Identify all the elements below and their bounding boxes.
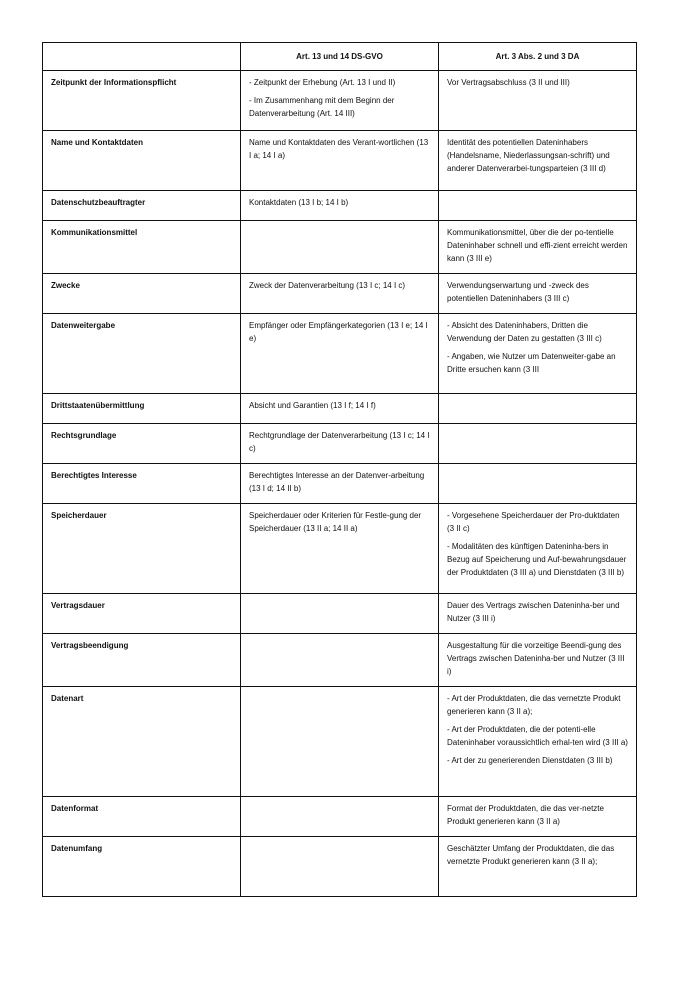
gdpr-cell <box>241 594 439 634</box>
gdpr-cell <box>241 837 439 897</box>
cell-paragraph: Zweck der Datenverarbeitung (13 I c; 14 I c) <box>249 281 406 290</box>
data-act-cell <box>439 221 637 274</box>
gdpr-cell <box>241 314 439 394</box>
cell-paragraph: - Im Zusammenhang mit dem Beginn der Datenverarbeitung (Art. 14 III) <box>249 96 395 118</box>
cell-paragraph: - Modalitäten des künftigen Dateninha-bers in Bezug auf Speicherung und Auf-bewahrungsdauer der Produktdaten (3 III a) und Dienstdaten (3 III b) <box>447 542 627 577</box>
cell-paragraph: - Art der Produktdaten, die das vernetzte Produkt generieren kann (3 II a); <box>447 694 621 716</box>
row-label: Berechtigtes Interesse <box>43 464 241 504</box>
cell-paragraph: - Art der Produktdaten, die der potenti-elle Dateninhaber voraussichtlich erhal-ten wird (3 III a) <box>447 725 628 747</box>
cell-paragraph: Dauer des Vertrags zwischen Dateninha-ber und Nutzer (3 III i) <box>447 601 620 623</box>
data-act-cell <box>439 424 637 464</box>
cell-paragraph: - Zeitpunkt der Erhebung (Art. 13 I und II) <box>249 78 396 87</box>
comparison-table <box>42 42 637 897</box>
cell-paragraph: - Vorgesehene Speicherdauer der Pro-duktdaten (3 II c) <box>447 511 620 533</box>
row-label: Datenart <box>43 687 241 797</box>
header-data-act: Art. 3 Abs. 2 und 3 DA <box>439 43 637 71</box>
cell-paragraph: Speicherdauer oder Kriterien für Festle-gung der Speicherdauer (13 II a; 14 II a) <box>249 511 422 533</box>
table-body <box>43 71 637 897</box>
data-act-cell <box>439 191 637 221</box>
gdpr-cell <box>241 394 439 424</box>
gdpr-cell <box>241 221 439 274</box>
cell-paragraph: Rechtgrundlage der Datenverarbeitung (13 I c; 14 I c) <box>249 431 430 453</box>
data-act-cell <box>439 131 637 191</box>
cell-paragraph: Vor Vertragsabschluss (3 II und III) <box>447 78 570 87</box>
gdpr-cell <box>241 687 439 797</box>
cell-paragraph: Berechtigtes Interesse an der Datenver-arbeitung (13 I d; 14 II b) <box>249 471 425 493</box>
gdpr-cell <box>241 424 439 464</box>
header-gdpr: Art. 13 und 14 DS-GVO <box>241 43 439 71</box>
table-row <box>43 837 637 897</box>
cell-paragraph: - Absicht des Dateninhabers, Dritten die Verwendung der Daten zu gestatten (3 III c) <box>447 321 602 343</box>
table-row <box>43 424 637 464</box>
row-label: Drittstaatenübermittlung <box>43 394 241 424</box>
table-row <box>43 394 637 424</box>
cell-paragraph: Kontaktdaten (13 I b; 14 I b) <box>249 198 349 207</box>
row-label: Datenformat <box>43 797 241 837</box>
cell-paragraph: Identität des potentiellen Dateninhabers (Handelsname, Niederlassungsan-schrift) und anderer Datenverarbei-tungsparteien (3 III d) <box>447 138 610 173</box>
data-act-cell <box>439 464 637 504</box>
gdpr-cell <box>241 797 439 837</box>
cell-paragraph: - Angaben, wie Nutzer um Datenweiter-gabe an Dritte ersuchen kann (3 III <box>447 352 616 374</box>
row-label: Rechtsgrundlage <box>43 424 241 464</box>
data-act-cell <box>439 314 637 394</box>
cell-paragraph: Ausgestaltung für die vorzeitige Beendi-gung des Vertrags zwischen Dateninha-ber und Nutzer (3 III i) <box>447 641 625 676</box>
table-row <box>43 634 637 687</box>
gdpr-cell <box>241 274 439 314</box>
cell-paragraph: Kommunikationsmittel, über die der po-tentielle Dateninhaber schnell und effi-zient erreicht werden kann (3 III e) <box>447 228 628 263</box>
row-label: Vertragsdauer <box>43 594 241 634</box>
table-row <box>43 274 637 314</box>
table-row <box>43 71 637 131</box>
cell-paragraph: Format der Produktdaten, die das ver-netzte Produkt generieren kann (3 II a) <box>447 804 604 826</box>
gdpr-cell <box>241 191 439 221</box>
row-label: Name und Kontaktdaten <box>43 131 241 191</box>
table-row <box>43 504 637 594</box>
row-label: Zwecke <box>43 274 241 314</box>
table-row <box>43 594 637 634</box>
gdpr-cell <box>241 634 439 687</box>
row-label: Datenschutzbeauftragter <box>43 191 241 221</box>
row-label: Speicherdauer <box>43 504 241 594</box>
data-act-cell <box>439 634 637 687</box>
row-label: Datenumfang <box>43 837 241 897</box>
row-label: Datenweitergabe <box>43 314 241 394</box>
data-act-cell <box>439 394 637 424</box>
row-label: Kommunikationsmittel <box>43 221 241 274</box>
data-act-cell <box>439 594 637 634</box>
gdpr-cell <box>241 504 439 594</box>
table-row <box>43 221 637 274</box>
table-row <box>43 191 637 221</box>
cell-paragraph: Empfänger oder Empfängerkategorien (13 I e; 14 I e) <box>249 321 428 343</box>
data-act-cell <box>439 797 637 837</box>
data-act-cell <box>439 71 637 131</box>
gdpr-cell <box>241 71 439 131</box>
cell-paragraph: Verwendungserwartung und -zweck des potentiellen Dateninhabers (3 III c) <box>447 281 589 303</box>
row-label: Zeitpunkt der Informationspflicht <box>43 71 241 131</box>
table-row <box>43 464 637 504</box>
table-header-row <box>43 43 637 71</box>
gdpr-cell <box>241 464 439 504</box>
table-row <box>43 314 637 394</box>
data-act-cell <box>439 274 637 314</box>
data-act-cell <box>439 504 637 594</box>
data-act-cell <box>439 837 637 897</box>
cell-paragraph: Name und Kontaktdaten des Verant-wortlichen (13 I a; 14 I a) <box>249 138 429 160</box>
cell-paragraph: - Art der zu generierenden Dienstdaten (3 III b) <box>447 756 613 765</box>
cell-paragraph: Geschätzter Umfang der Produktdaten, die das vernetzte Produkt generieren kann (3 II a); <box>447 844 615 866</box>
header-empty-cell <box>43 43 241 71</box>
table-row <box>43 131 637 191</box>
table-row <box>43 797 637 837</box>
row-label: Vertragsbeendigung <box>43 634 241 687</box>
data-act-cell <box>439 687 637 797</box>
table-row <box>43 687 637 797</box>
gdpr-cell <box>241 131 439 191</box>
cell-paragraph: Absicht und Garantien (13 I f; 14 I f) <box>249 401 376 410</box>
